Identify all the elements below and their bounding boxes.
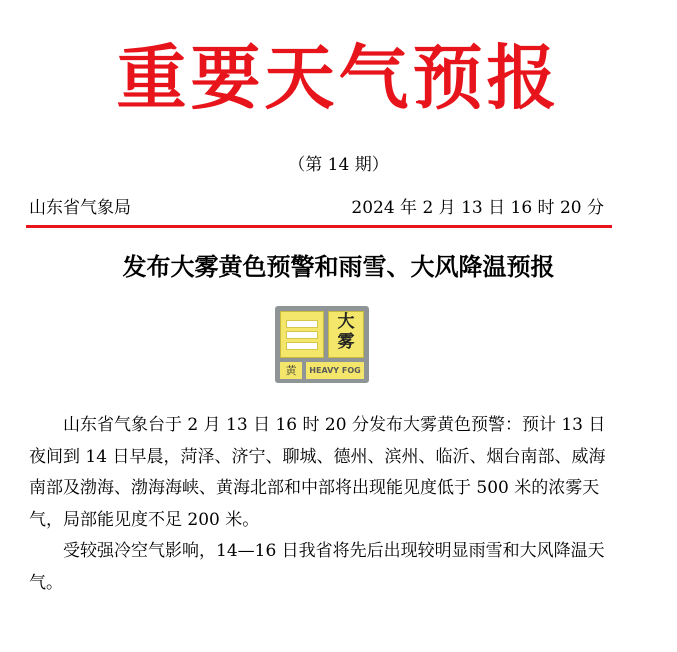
fog-bar — [286, 320, 318, 328]
headline: 发布大雾黄色预警和雨雪、大风降温预报 — [122, 252, 555, 281]
issuing-agency: 山东省气象局 — [29, 198, 131, 218]
warning-english-label: HEAVY FOG — [306, 362, 364, 379]
body-text — [29, 410, 619, 600]
issue-datetime: 2024 年 2 月 13 日 16 时 20 分 — [351, 198, 604, 218]
fog-bar — [286, 331, 318, 339]
warning-level-label: 黄 — [280, 362, 302, 379]
warning-type-label — [328, 311, 364, 358]
masthead-title: 重要天气预报 — [116, 36, 561, 119]
paragraph: 受较强冷空气影响，14—16 日我省将先后出现较明显雨雪和大风降温天气。 — [29, 541, 605, 593]
warning-char-bottom: 雾 — [337, 332, 355, 352]
paragraph: 山东省气象台于 2 月 13 日 16 时 20 分发布大雾黄色预警：预计 13 日夜间到 14 日早晨，菏泽、济宁、聊城、德州、滨州、临沂、烟台南部、威海南部及渤海、渤海海峡、黄海北部和中部将出现能见度低于 500 米的浓雾天气，局部能见度不足 200 米。 — [29, 415, 606, 530]
fog-bars-icon — [280, 311, 324, 358]
fog-warning-icon — [275, 306, 369, 383]
issue-number: （第 14 期） — [288, 155, 389, 175]
red-divider — [26, 225, 612, 228]
warning-char-top: 大 — [337, 312, 355, 332]
fog-bar — [286, 342, 318, 350]
